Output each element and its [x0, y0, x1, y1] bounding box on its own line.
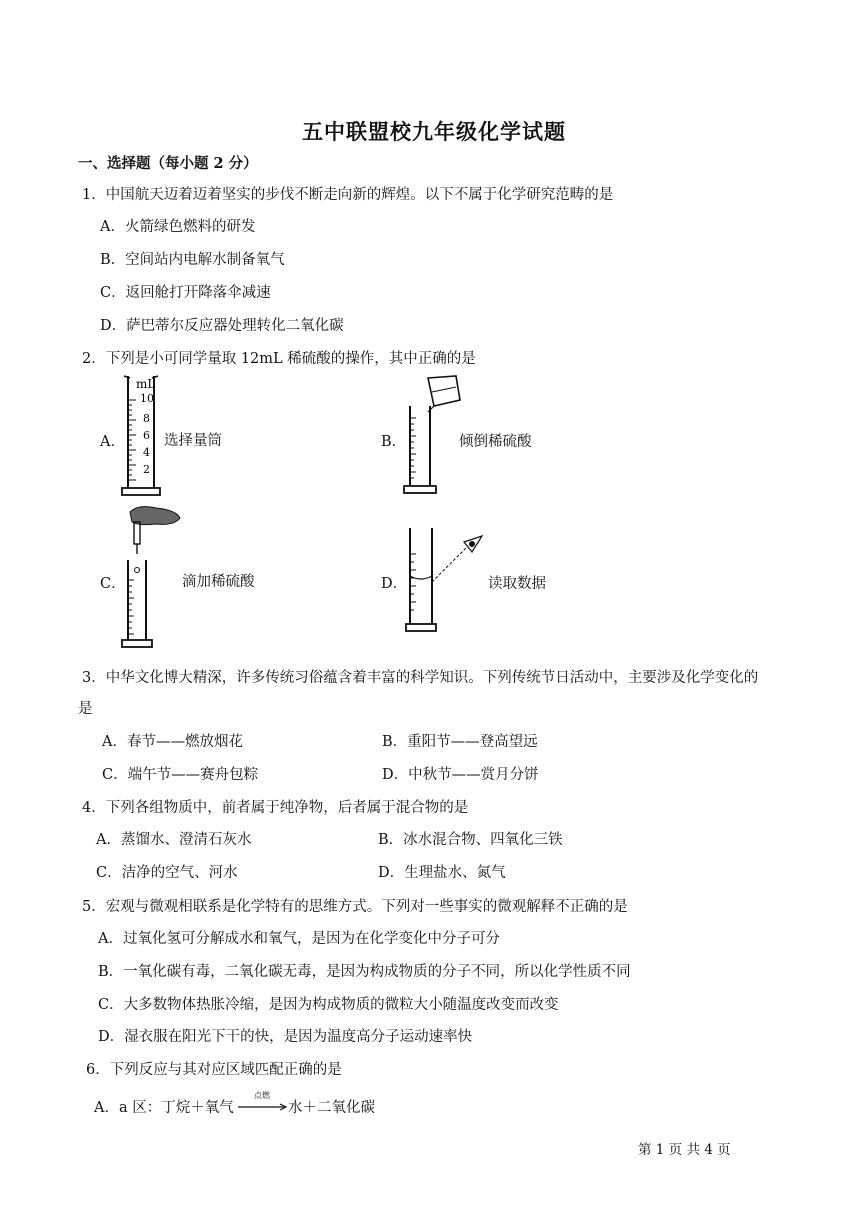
q5-stem: 5．宏观与微观相联系是化学特有的思维方式。下列对一些事实的微观解释不正确的是 — [82, 899, 628, 915]
page-title: 五中联盟校九年级化学试题 — [302, 119, 566, 144]
q2-option-c-caption: 滴加稀硫酸 — [182, 574, 255, 590]
q2-option-b-letter: B． — [381, 434, 407, 450]
q1-option-a: A．火箭绿色燃料的研发 — [100, 219, 256, 235]
q1-stem: 1．中国航天迈着迈着坚实的步伐不断走向新的辉煌。以下不属于化学研究范畴的是 — [82, 187, 614, 203]
cylinder-tick-label: 4 — [143, 446, 150, 459]
q5-option-a: A．过氧化氢可分解成水和氧气，是因为在化学变化中分子可分 — [98, 931, 500, 947]
q2-option-c-letter: C． — [100, 576, 126, 592]
q4-stem: 4．下列各组物质中，前者属于纯净物，后者属于混合物的是 — [82, 800, 469, 816]
reaction-arrow-icon — [238, 1102, 288, 1112]
q1-option-c: C．返回舱打开降落伞减速 — [100, 285, 271, 301]
q2-option-b-caption: 倾倒稀硫酸 — [459, 434, 532, 450]
q1-option-d: D．萨巴蒂尔反应器处理转化二氧化碳 — [100, 318, 344, 334]
q3-stem-line1: 3．中华文化博大精深，许多传统习俗蕴含着丰富的科学知识。下列传统节日活动中，主要涉及化学变化的 — [82, 670, 759, 686]
q2-option-a-letter: A． — [100, 434, 125, 450]
q6-stem: 6．下列反应与其对应区域匹配正确的是 — [86, 1062, 342, 1078]
q3-option-c: C．端午节——赛舟包粽 — [102, 767, 259, 783]
cylinder-tick-label: 2 — [143, 463, 150, 476]
section-heading: 一、选择题（每小题 2 分） — [78, 155, 258, 172]
q4-option-a: A．蒸馏水、澄清石灰水 — [96, 832, 252, 848]
q1-option-b: B．空间站内电解水制备氧气 — [100, 252, 285, 268]
q2-cylinder-a-figure — [118, 372, 168, 500]
cylinder-unit-label: mL — [136, 377, 156, 391]
q5-option-c: C．大多数物体热胀冷缩，是因为构成物质的微粒大小随温度改变而改变 — [98, 997, 559, 1013]
reaction-condition: 点燃 — [254, 1091, 270, 1100]
q2-stem: 2．下列是小可同学量取 12mL 稀硫酸的操作，其中正确的是 — [82, 351, 476, 367]
q3-stem-line2: 是 — [78, 701, 93, 717]
q4-option-b: B．冰水混合物、四氧化三铁 — [378, 832, 563, 848]
cylinder-tick-label: 10 — [140, 392, 154, 405]
cylinder-tick-label: 8 — [143, 412, 150, 425]
cylinder-tick-label: 6 — [143, 429, 150, 442]
q4-option-c: C．洁净的空气、河水 — [96, 865, 238, 881]
q2-option-d-letter: D． — [381, 576, 408, 592]
q2-dropper-figure — [116, 504, 188, 650]
q6-option-a-left: A．a 区：丁烷＋氧气 — [94, 1100, 234, 1116]
q5-option-d: D．湿衣服在阳光下干的快，是因为温度高分子运动速率快 — [98, 1029, 473, 1045]
q2-option-d-caption: 读取数据 — [488, 576, 546, 592]
q3-option-a: A．春节——燃放烟花 — [102, 734, 243, 750]
page-number-footer: 第 1 页 共 4 页 — [638, 1142, 731, 1158]
q3-option-b: B．重阳节——登高望远 — [382, 734, 538, 750]
q6-option-a-right: 水＋二氧化碳 — [288, 1100, 375, 1116]
q3-option-d: D．中秋节——赏月分饼 — [382, 767, 539, 783]
q2-pouring-figure — [398, 372, 468, 498]
q2-reading-figure — [402, 524, 494, 636]
q2-option-a-caption: 选择量筒 — [164, 433, 222, 449]
q4-option-d: D．生理盐水、氮气 — [378, 865, 506, 881]
q5-option-b: B．一氧化碳有毒，二氧化碳无毒，是因为构成物质的分子不同，所以化学性质不同 — [98, 964, 631, 980]
